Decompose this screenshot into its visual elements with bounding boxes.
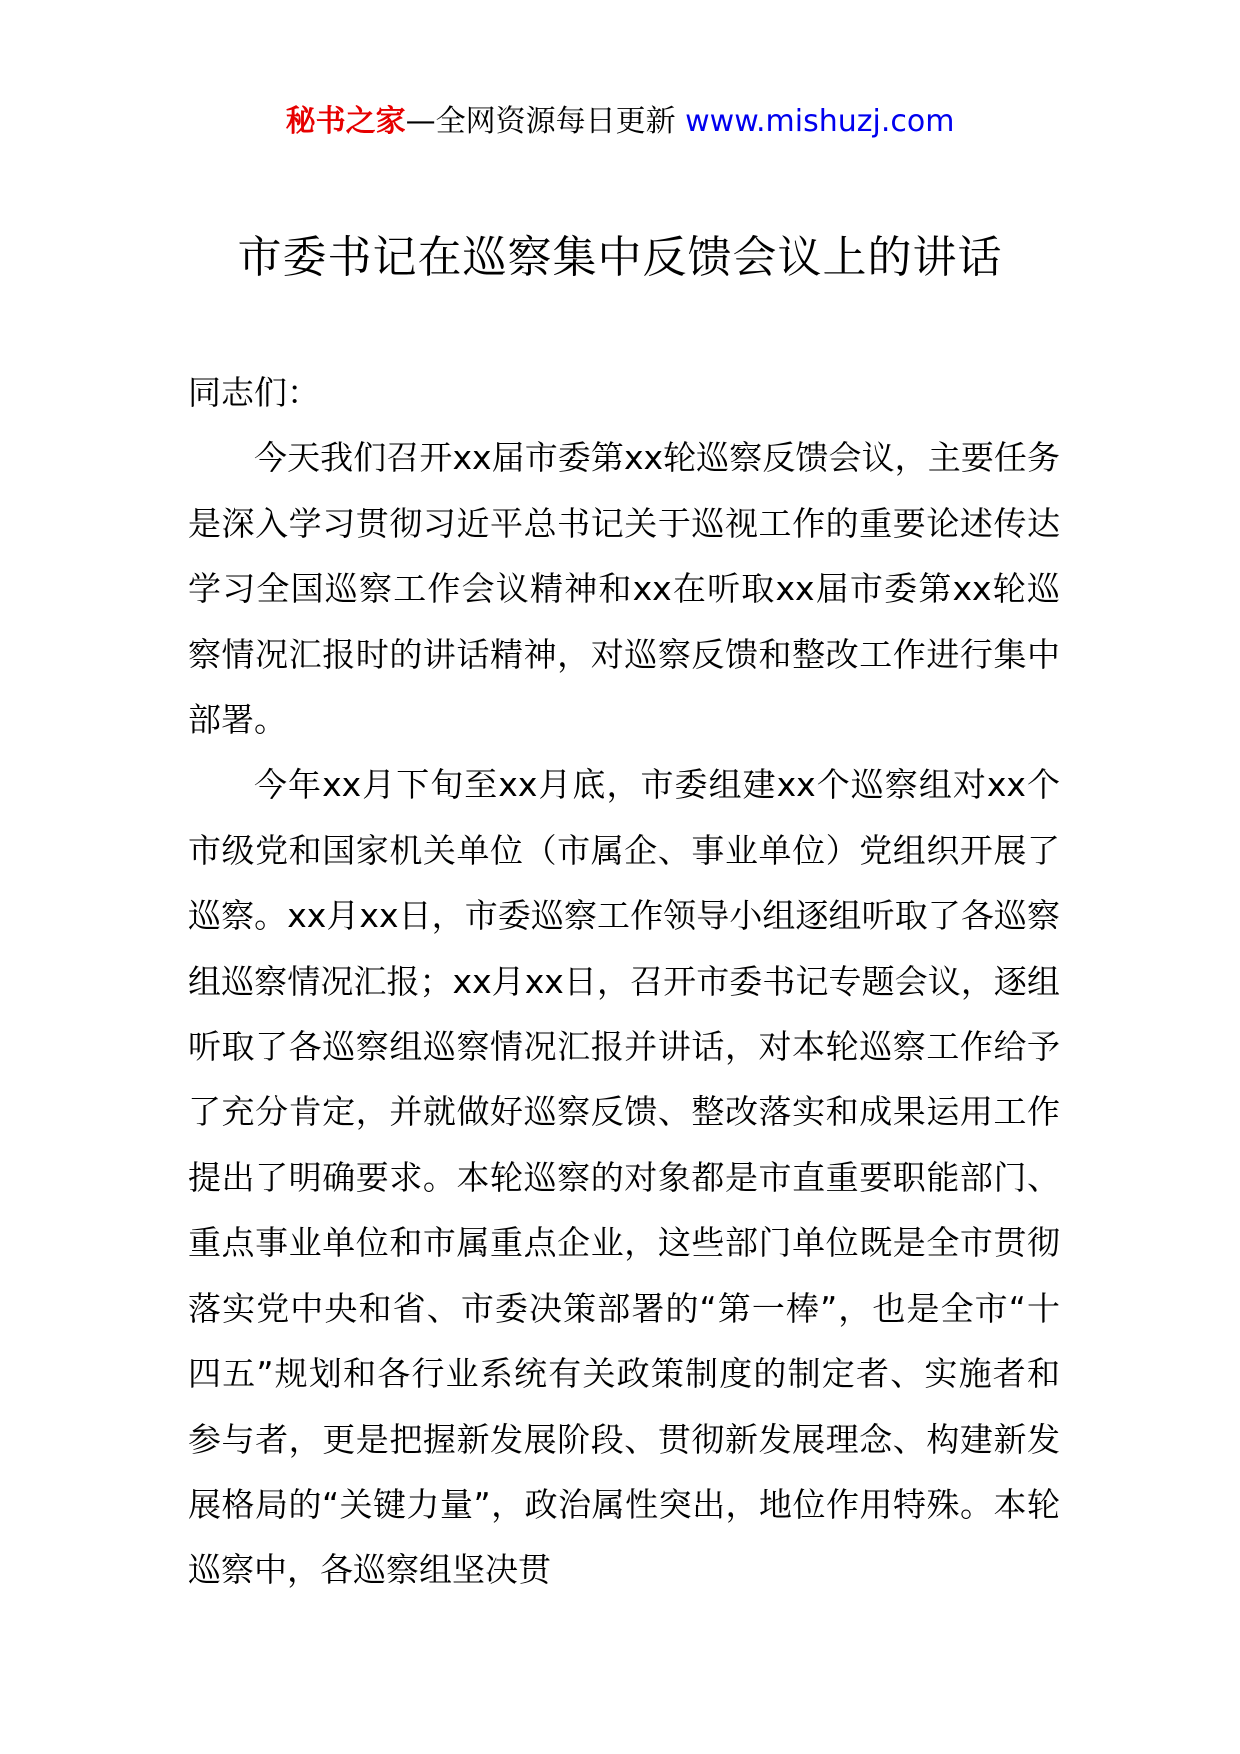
document-title: 市委书记在巡察集中反馈会议上的讲话 [237, 232, 1003, 283]
paragraph-1: 今天我们召开xx届市委第xx轮巡察反馈会议，主要任务是深入学习贯彻习近平总书记关于巡视工作的重要论述传达学习全国巡察工作会议精神和xx在听取xx届市委第xx轮巡察情况汇报时的讲话精神，对巡察反馈和整改工作进行集中部署。 [188, 438, 1060, 740]
document-body [188, 360, 1060, 1603]
salutation: 同志们： [188, 373, 320, 412]
site-header [0, 100, 1240, 144]
site-brand: 秘书之家 [285, 104, 406, 139]
paragraph-2: 今年xx月下旬至xx月底，市委组建xx个巡察组对xx个市级党和国家机关单位（市属企、事业单位）党组织开展了巡察。xx月xx日，市委巡察工作领导小组逐组听取了各巡察组巡察情况汇报；xx月xx日，召开市委书记专题会议，逐组听取了各巡察组巡察情况汇报并讲话，对本轮巡察工作给予了充分肯定，并就做好巡察反馈、整改落实和成果运用工作提出了明确要求。本轮巡察的对象都是市直重要职能部门、重点事业单位和市属重点企业，这些部门单位既是全市贯彻落实党中央和省、市委决策部署的“第一棒”，也是全市“十四五”规划和各行业系统有关政策制度的制定者、实施者和参与者，更是把握新发展阶段、贯彻新发展理念、构建新发展格局的“关键力量”，政治属性突出，地位作用特殊。本轮巡察中，各巡察组坚决贯 [188, 765, 1060, 1590]
site-tagline: —全网资源每日更新 [405, 104, 686, 139]
site-url-link[interactable]: www.mishuzj.com [685, 104, 955, 139]
